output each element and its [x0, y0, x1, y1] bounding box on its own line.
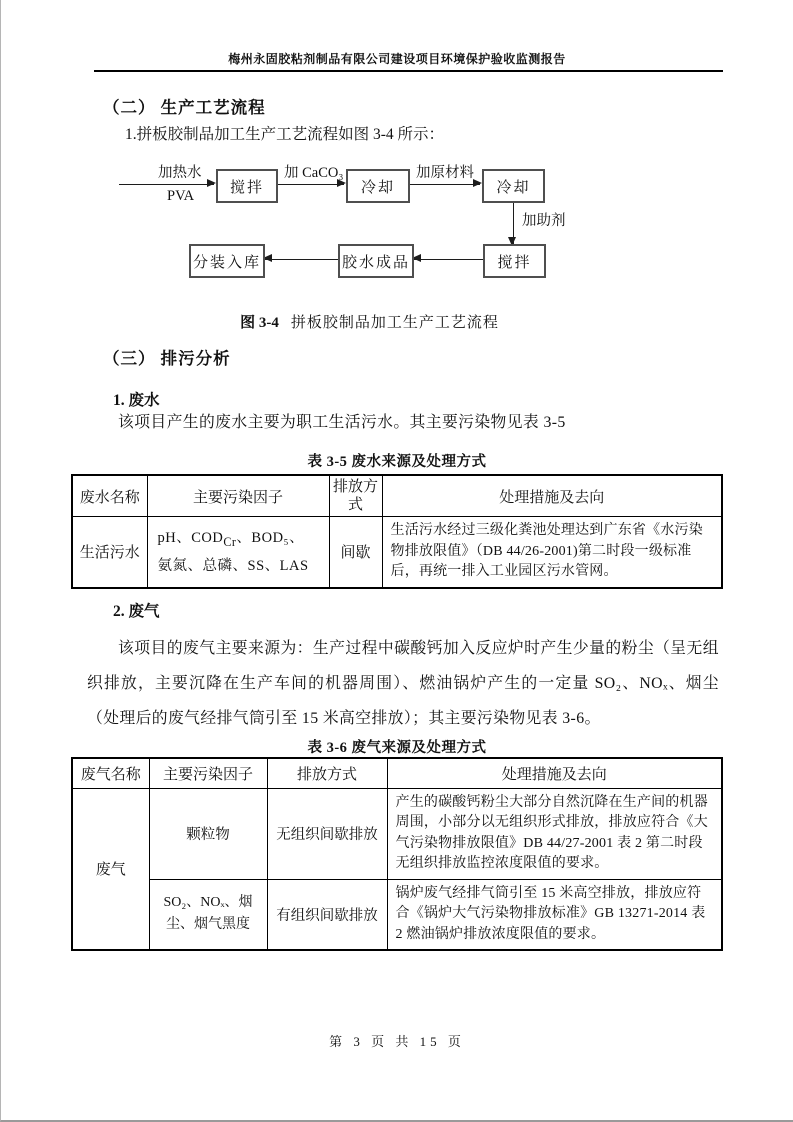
table-3-5-caption: 表 3-5 废水来源及处理方式 [307, 454, 487, 470]
col-header-treatment: 处理措施及去向 [387, 758, 722, 788]
table-row [72, 758, 722, 788]
flow-arrow-2 [410, 184, 480, 185]
cell-discharge-mode: 无组织间歇排放 [267, 788, 387, 879]
table-3-6-caption: 表 3-6 废气来源及处理方式 [307, 740, 487, 756]
flow-arrow-4 [265, 259, 338, 260]
cell-discharge-mode: 间歇 [329, 517, 382, 588]
col-header-wastewater-name: 废水名称 [72, 475, 147, 517]
section-process-heading: （二） 生产工艺流程 [103, 98, 266, 117]
cell-pollutant: 颗粒物 [149, 788, 267, 879]
section-pollution-heading: （三） 排污分析 [103, 349, 231, 368]
pollutants-subscript: Cr [223, 534, 237, 549]
cell-discharge-mode: 有组织间歇排放 [267, 879, 387, 950]
figure-caption-text: 拼板胶制品加工生产工艺流程 [290, 315, 499, 331]
table-row [72, 879, 722, 950]
flow-label-auxiliary: 加助剂 [522, 213, 566, 229]
col-header-discharge-mode: 排放方式 [267, 758, 387, 788]
flow-arrow-down [513, 203, 514, 244]
wastewater-table [71, 474, 723, 589]
pollutants-text: pH、COD [157, 529, 224, 546]
table-row [72, 788, 722, 879]
flow-arrow-1 [278, 184, 344, 185]
figure-caption-number: 图 3-4 [240, 315, 279, 331]
flow-box-stir-1: 搅拌 [216, 169, 278, 203]
flow-arrow-input [119, 184, 214, 185]
flow-box-packing: 分装入库 [189, 244, 265, 278]
table-row [72, 517, 722, 588]
pollutants-text: 、BOD₅、氨氮、总磷、SS、LAS [157, 529, 309, 574]
process-flowchart [1, 0, 793, 340]
flow-label-raw-material: 加原材料 [416, 165, 474, 181]
gas-heading: 2. 废气 [113, 603, 160, 620]
gas-paragraph: 该项目的废气主要来源为：生产过程中碳酸钙加入反应炉时产生少量的粉尘（呈无组织排放，主要沉降在生产车间的机器周围）、燃油锅炉产生的一定量 SO₂、NOₓ、烟尘（处理后的废气经排气筒引至 15 米高空排放）；其主要污染物见表 3-6。 [87, 640, 719, 727]
cell-pollutant: SO₂、NOₓ、烟尘、烟气黑度 [149, 879, 267, 950]
flow-box-cool-1: 冷却 [346, 169, 410, 203]
flow-box-cool-2: 冷却 [482, 169, 545, 203]
table-row [72, 475, 722, 517]
cell-treatment: 产生的碳酸钙粉尘大部分自然沉降在生产间的机器周围，小部分以无组织形式排放，排放应符合《大气污染物排放限值》DB 44/27-2001 表 2 第二时段无组织排放监控浓度限值的要求。 [387, 788, 722, 879]
col-header-pollutants: 主要污染因子 [147, 475, 329, 517]
flow-input-label-hot-water: 加热水 [158, 165, 202, 181]
cell-treatment: 锅炉废气经排气筒引至 15 米高空排放，排放应符合《锅炉大气污染物排放标准》GB 13271-2014 表 2 燃油锅炉排放浓度限值的要求。 [387, 879, 722, 950]
cell-pollutants [147, 517, 329, 588]
col-header-pollutants: 主要污染因子 [149, 758, 267, 788]
flow-label-caco3: 加 CaCO₃ [284, 165, 344, 181]
flow-arrow-3 [414, 259, 483, 260]
section-process-intro: 1.拼板胶制品加工生产工艺流程如图 3-4 所示： [125, 126, 445, 143]
wastewater-paragraph: 该项目产生的废水主要为职工生活污水。其主要污染物见表 3-5 [118, 414, 566, 431]
cell-wastewater-name: 生活污水 [72, 517, 147, 588]
col-header-gas-name: 废气名称 [72, 758, 149, 788]
page-header-title: 梅州永固胶粘剂制品有限公司建设项目环境保护验收监测报告 [228, 52, 566, 66]
wastewater-heading: 1. 废水 [113, 392, 160, 409]
page-number: 第 3 页 共 15 页 [329, 1034, 465, 1049]
cell-gas-group-name: 废气 [72, 788, 149, 950]
flow-input-label-pva: PVA [167, 188, 195, 204]
col-header-treatment: 处理措施及去向 [382, 475, 722, 517]
flow-box-glue-product: 胶水成品 [338, 244, 414, 278]
figure-caption [0, 311, 766, 332]
col-header-discharge-mode: 排放方式 [329, 475, 382, 517]
flow-box-stir-2: 搅拌 [483, 244, 546, 278]
cell-treatment: 生活污水经过三级化粪池处理达到广东省《水污染物排放限值》（DB 44/26-2001)第二时段一级标准后，再统一排入工业园区污水管网。 [382, 517, 722, 588]
waste-gas-table [71, 757, 723, 951]
